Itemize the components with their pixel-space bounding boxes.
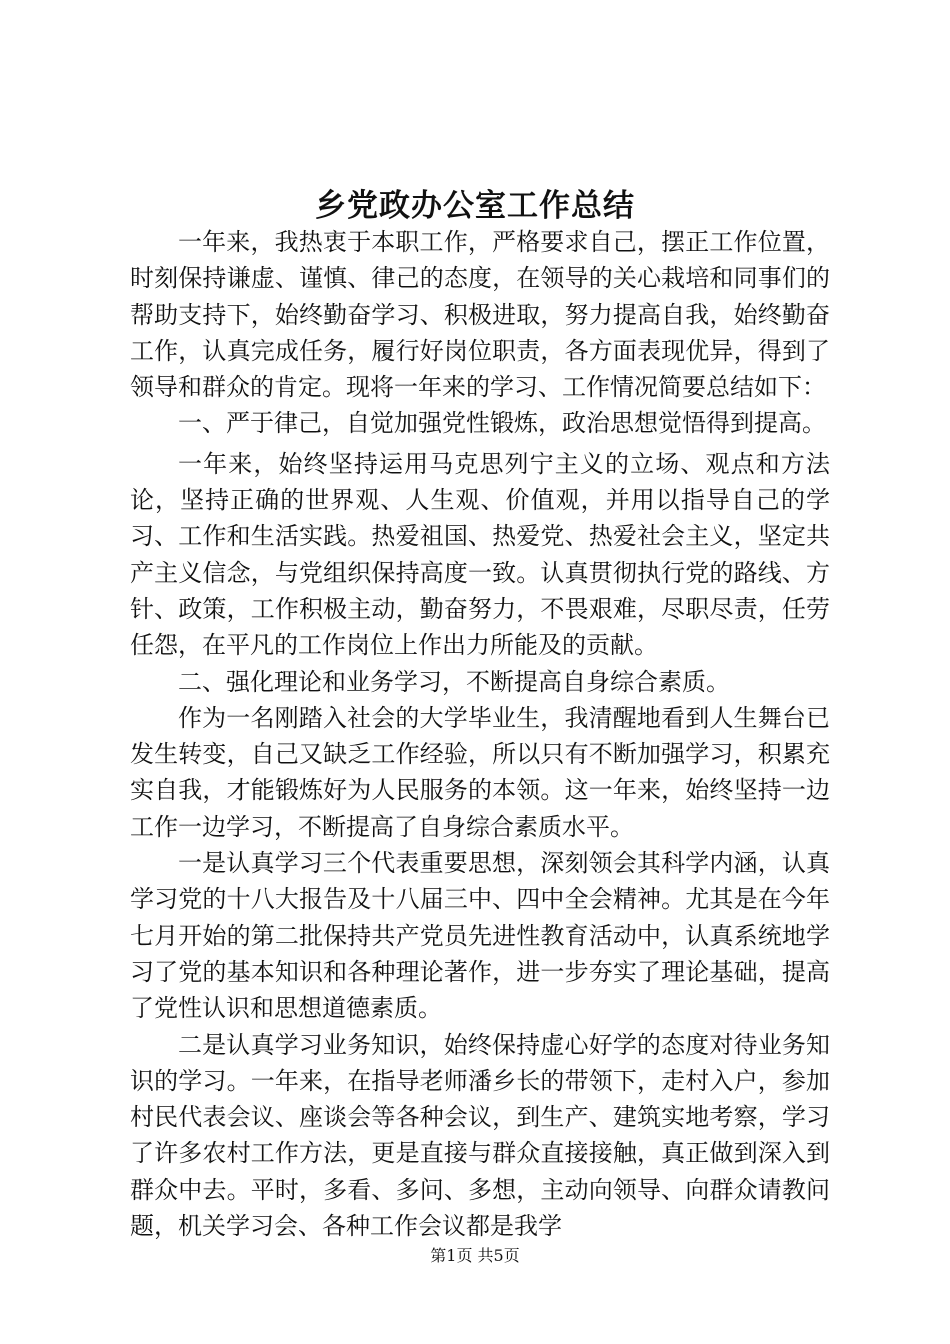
- paragraph-section-2: 作为一名刚踏入社会的大学毕业生，我清醒地看到人生舞台已发生转变，自己又缺乏工作经验，所以只有不断加强学习，积累充实自我，才能锻炼好为人民服务的本领。这一年来，始终坚持一边工作一边学习，不断提高了自身综合素质水平。: [130, 703, 830, 841]
- paragraph-study-theory: 一是认真学习三个代表重要思想，深刻领会其科学内涵，认真学习党的十八大报告及十八届三中、四中全会精神。尤其是在今年七月开始的第二批保持共产党员先进性教育活动中，认真系统地学习了党的基本知识和各种理论著作，进一步夯实了理论基础，提高了党性认识和思想道德素质。: [130, 849, 830, 1023]
- heading-section-2: 二、强化理论和业务学习，不断提高自身综合素质。: [178, 667, 730, 696]
- heading-section-1: 一、严于律己，自觉加强党性锻炼，政治思想觉悟得到提高。: [178, 409, 826, 438]
- page-footer: 第1页 共5页: [430, 1246, 520, 1265]
- document-title: 乡党政办公室工作总结: [315, 188, 635, 224]
- paragraph-intro: 一年来，我热衷于本职工作，严格要求自己，摆正工作位置，时刻保持谦虚、谨慎、律己的态度，在领导的关心栽培和同事们的帮助支持下，始终勤奋学习、积极进取，努力提高自我，始终勤奋工作，认真完成任务，履行好岗位职责，各方面表现优异，得到了领导和群众的肯定。现将一年来的学习、工作情况简要总结如下：: [130, 228, 830, 402]
- paragraph-section-1: 一年来，始终坚持运用马克思列宁主义的立场、观点和方法论，坚持正确的世界观、人生观、价值观，并用以指导自己的学习、工作和生活实践。热爱祖国、热爱党、热爱社会主义，坚定共产主义信念，与党组织保持高度一致。认真贯彻执行党的路线、方针、政策，工作积极主动，勤奋努力，不畏艰难，尽职尽责，任劳任怨，在平凡的工作岗位上作出力所能及的贡献。: [130, 449, 830, 660]
- document-body: [130, 224, 830, 1244]
- paragraph-study-business: 二是认真学习业务知识，始终保持虚心好学的态度对待业务知识的学习。一年来，在指导老师潘乡长的带领下，走村入户，参加村民代表会议、座谈会等各种会议，到生产、建筑实地考察，学习了许多农村工作方法，更是直接与群众直接接触，真正做到深入到群众中去。平时，多看、多问、多想，主动向领导、向群众请教问题，机关学习会、各种工作会议都是我学: [130, 1030, 830, 1241]
